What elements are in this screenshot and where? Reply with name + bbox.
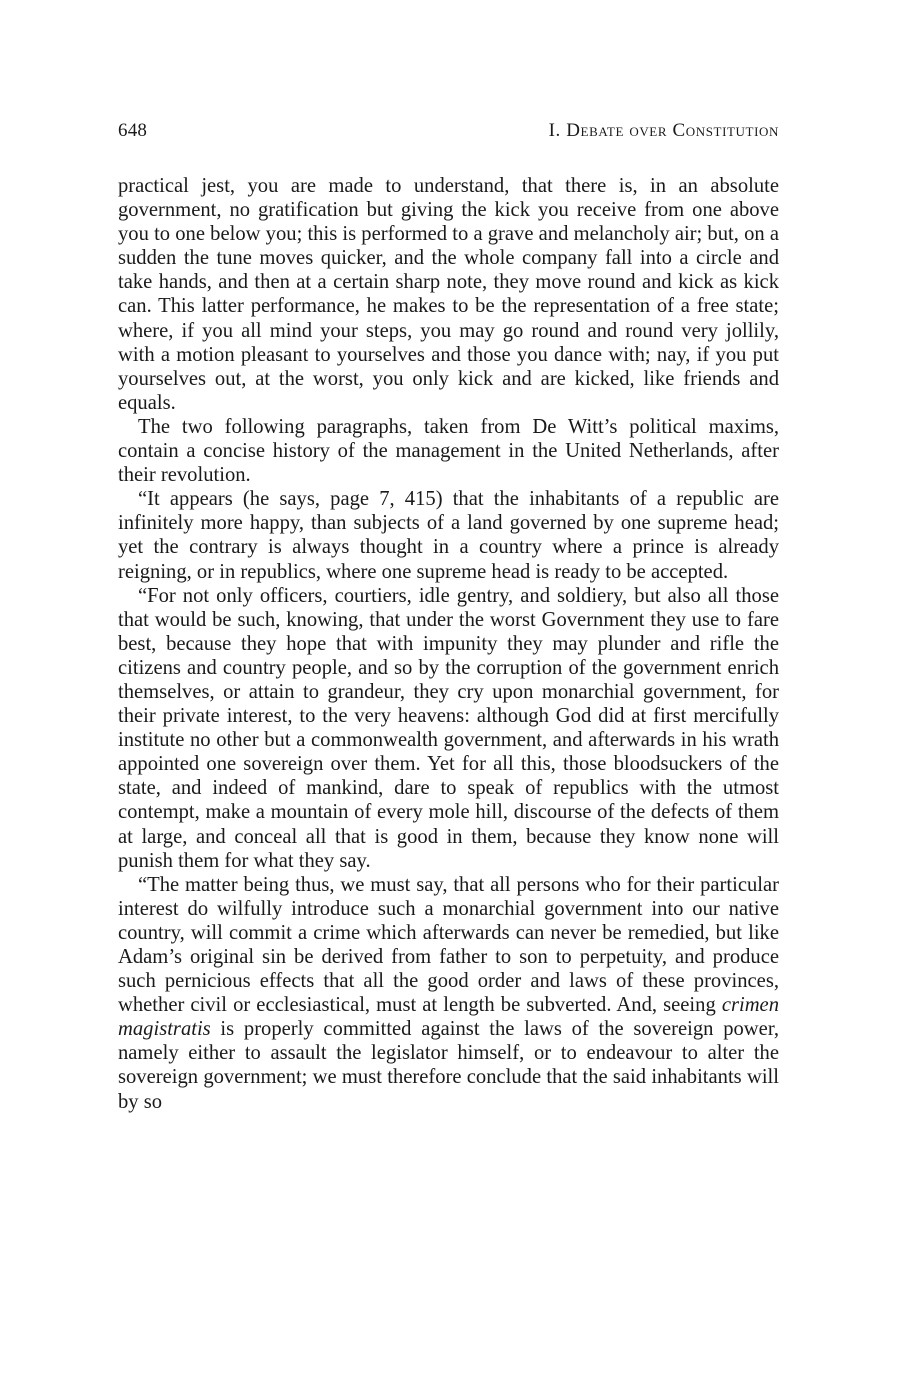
paragraph-text-before: “The matter being thus, we must say, that all persons who for their particular interest do wilfully introduce such a monarchial government into our native country, will commit a crime which afterwards can never be remedied, but like Adam’s original sin be derived from father to son to perpetuity, and produce such pernicious effects that all the good order and laws of these provinces, whether civil or ecclesiastical, must at length be subverted. And, seeing bbox=[118, 873, 779, 1017]
paragraph: “For not only officers, courtiers, idle gentry, and soldiery, but also all those that would be such, knowing, that under the worst Government they use to fare best, because they hope that with impunity they may plunder and rifle the citizens and country people, and so by the corruption of the government enrich themselves, or attain to grandeur, they cry upon monarchial government, for their private interest, to the very heavens: although God did at first mercifully institute no other but a commonwealth government, and afterwards in his wrath appointed one sovereign over them. Yet for all this, those bloodsuckers of the state, and indeed of mankind, dare to speak of republics with the utmost contempt, make a mountain of every mole hill, discourse of the defects of them at large, and conceal all that is good in them, because they know none will punish them for what they say. bbox=[118, 584, 779, 872]
book-page bbox=[118, 120, 779, 1114]
paragraph: practical jest, you are made to understand, that there is, in an absolute government, no gratification but giving the kick you receive from one above you to one below you; this is performed to a grave and melancholy air; but, on a sudden the tune moves quicker, and the whole company fall into a circle and take hands, and then at a certain sharp note, they move round and kick as kick can. This latter performance, he makes to be the representation of a free state; where, if you all mind your steps, you may go round and round very jollily, with a motion pleasant to yourselves and those you dance with; nay, if you put yourselves out, at the worst, you only kick and are kicked, like friends and equals. bbox=[118, 175, 779, 414]
running-title: I. Debate over Constitution bbox=[548, 120, 779, 141]
paragraph: The two following paragraphs, taken from De Witt’s political maxims, contain a concise history of the management in the United Netherlands, after their revolution. bbox=[118, 415, 779, 487]
italic-term: crimen magistratis bbox=[118, 994, 779, 1041]
paragraph-text-after: is properly committed against the laws of the sovereign power, namely either to assault the legislator himself, or to endeavour to alter the sovereign government; we must therefore conclude that the said inhabitants will by so bbox=[118, 1018, 779, 1113]
paragraph bbox=[118, 873, 779, 1114]
running-head bbox=[118, 120, 779, 154]
page-number: 648 bbox=[118, 120, 148, 141]
paragraph: “It appears (he says, page 7, 415) that the inhabitants of a republic are infinitely more happy, than subjects of a land governed by one supreme head; yet the contrary is always thought in a country where a prince is already reigning, or in republics, where one supreme head is ready to be accepted. bbox=[118, 488, 779, 583]
body-text bbox=[118, 174, 779, 1114]
